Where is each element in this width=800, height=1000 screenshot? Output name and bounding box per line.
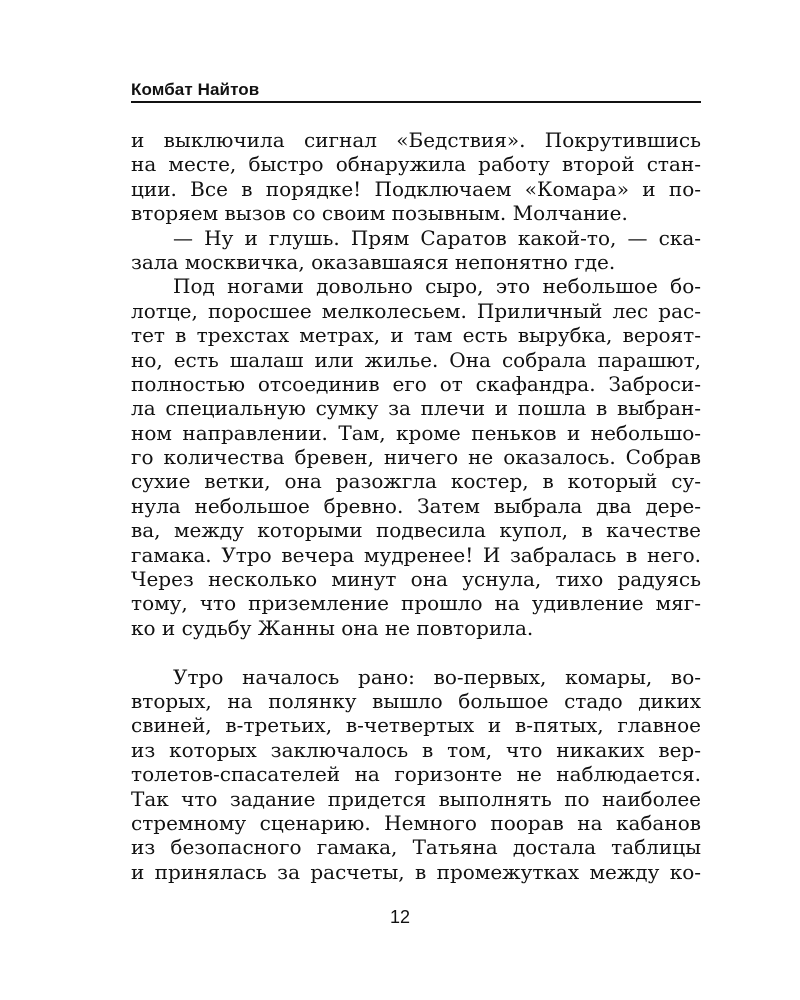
- text-line: ко и судьбу Жанны она не повторила.: [131, 615, 534, 640]
- text-line: гамака. Утро вечера мудренее! И забралась в него.: [131, 542, 701, 567]
- text-line: ном направлении. Там, кроме пеньков и небольшо-: [131, 420, 701, 445]
- paragraph-gap: [131, 640, 701, 664]
- text-line: полностью отсоединив его от скафандра. Заброси-: [131, 371, 701, 396]
- text-line: ла специальную сумку за плечи и пошла в выбран-: [131, 396, 701, 421]
- text-line: тет в трехстах метрах, и там есть вырубка, вероят-: [131, 323, 701, 348]
- header-rule: [131, 101, 701, 103]
- page-number: 12: [389, 907, 411, 927]
- text-line: вторяем вызов со своим позывным. Молчание.: [131, 201, 628, 226]
- text-line: но, есть шалаш или жилье. Она собрала парашют,: [131, 347, 701, 372]
- text-line: Через несколько минут она уснула, тихо радуясь: [131, 567, 701, 592]
- text-line: — Ну и глушь. Прям Саратов какой-то, — ска-: [173, 225, 701, 250]
- text-line: го количества бревен, ничего не оказалось. Собрав: [131, 445, 701, 470]
- text-line: толетов-спасателей на горизонте не наблюдается.: [131, 762, 701, 787]
- body-text: [131, 128, 701, 884]
- text-line: сухие ветки, она разожгла костер, в который су-: [131, 469, 701, 494]
- running-header-author: Комбат Найтов: [131, 80, 260, 99]
- text-line: нула небольшое бревно. Затем выбрала два дере-: [131, 493, 701, 518]
- text-line: ции. Все в порядке! Подключаем «Комара» и по-: [131, 176, 701, 201]
- running-header: [131, 80, 701, 100]
- text-line: и выключила сигнал «Бедствия». Покрутившись: [131, 128, 701, 152]
- text-line: свиней, в-третьих, в-четвертых и в-пятых, главное: [131, 713, 701, 738]
- text-line: стремному сценарию. Немного поорав на кабанов: [131, 810, 701, 835]
- text-line: из безопасного гамака, Татьяна достала таблицы: [131, 835, 701, 860]
- text-line: вторых, на полянку вышло большое стадо диких: [131, 688, 701, 713]
- text-line: и принялась за расчеты, в промежутках между ко-: [131, 859, 701, 884]
- text-line: Так что задание придется выполнять по наиболее: [131, 786, 701, 811]
- text-line: зала москвичка, оказавшаяся непонятно где.: [131, 249, 616, 274]
- text-line: тому, что приземление прошло на удивление мяг-: [131, 591, 701, 616]
- text-line: Под ногами довольно сыро, это небольшое бо-: [173, 274, 701, 299]
- text-line: ва, между которыми подвесила купол, в качестве: [131, 518, 701, 543]
- text-line: Утро началось рано: во-первых, комары, во-: [173, 664, 701, 689]
- text-line: на месте, быстро обнаружила работу второй стан-: [131, 152, 701, 177]
- text-line: лотце, поросшее мелколесьем. Приличный лес рас-: [131, 298, 701, 323]
- text-line: из которых заключалось в том, что никаких вер-: [131, 737, 701, 762]
